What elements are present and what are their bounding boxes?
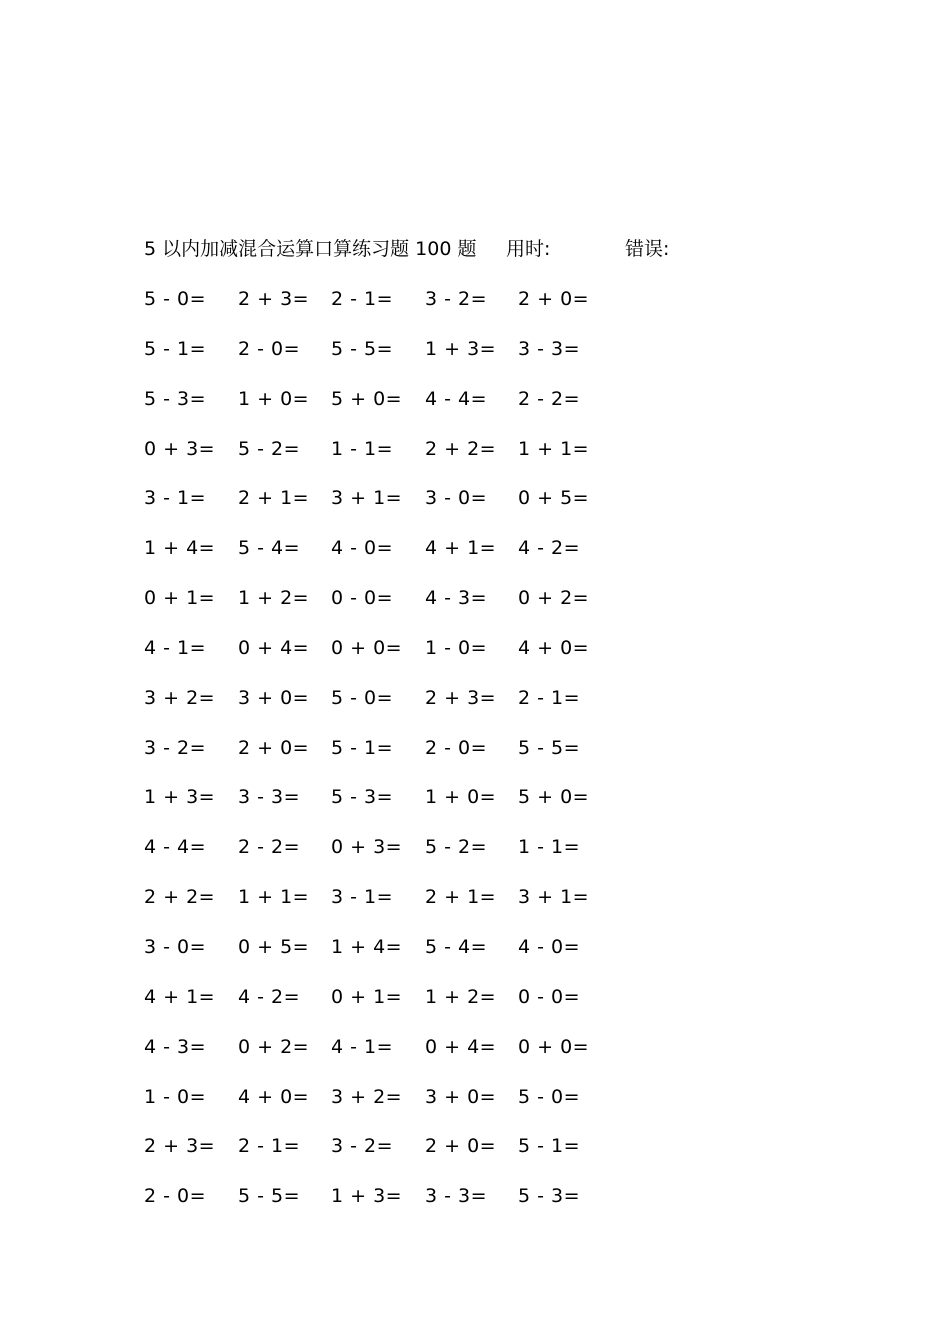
problem-item: 2 + 1=: [425, 886, 497, 909]
problem-item: 3 - 2=: [425, 288, 488, 310]
problem-item: 2 - 2=: [238, 836, 301, 859]
problem-item: 1 - 0=: [425, 636, 488, 659]
problem-item: 1 + 3=: [425, 337, 497, 360]
problem-item: 0 + 3=: [144, 437, 216, 460]
problem-item: 2 - 2=: [518, 387, 581, 410]
problem-item: 4 - 1=: [331, 1035, 394, 1058]
problem-item: 2 + 0=: [518, 288, 590, 310]
problem-row: [144, 932, 614, 982]
problem-item: 2 - 0=: [238, 337, 301, 360]
problem-row: [144, 583, 614, 633]
problem-item: 3 - 3=: [425, 1185, 488, 1208]
problem-item: 5 - 1=: [518, 1135, 581, 1158]
problem-item: 1 + 3=: [331, 1185, 403, 1208]
problem-item: 3 - 0=: [144, 935, 207, 958]
problem-item: 0 + 3=: [331, 836, 403, 859]
problem-item: 4 - 2=: [518, 537, 581, 560]
problem-row: [144, 633, 614, 683]
problem-item: 3 - 1=: [331, 886, 394, 909]
problem-item: 4 - 4=: [144, 836, 207, 859]
problem-item: 1 - 1=: [518, 836, 581, 859]
problem-item: 3 - 1=: [144, 487, 207, 510]
problem-item: 0 + 2=: [238, 1035, 310, 1058]
problem-item: 3 - 0=: [425, 487, 488, 510]
problem-item: 2 - 0=: [425, 736, 488, 759]
problem-item: 4 + 1=: [144, 985, 216, 1008]
problem-item: 0 + 4=: [238, 636, 310, 659]
problem-item: 3 + 0=: [425, 1085, 497, 1108]
problem-item: 1 + 1=: [518, 437, 590, 460]
problem-item: 0 + 0=: [331, 636, 403, 659]
problem-item: 2 + 3=: [425, 686, 497, 709]
problem-item: 5 - 1=: [144, 337, 207, 360]
problem-item: 5 - 2=: [238, 437, 301, 460]
problem-item: 3 + 2=: [331, 1085, 403, 1108]
problem-item: 2 + 3=: [144, 1135, 216, 1158]
problem-item: 5 - 0=: [518, 1085, 581, 1108]
problem-item: 2 - 1=: [331, 288, 394, 310]
problem-item: 1 + 4=: [144, 537, 216, 560]
problem-item: 3 + 0=: [238, 686, 310, 709]
problem-item: 1 + 3=: [144, 786, 216, 809]
problem-row: [144, 334, 614, 384]
problem-item: 1 + 1=: [238, 886, 310, 909]
time-used-label: 用时:: [506, 238, 551, 260]
problem-item: 0 - 0=: [518, 985, 581, 1008]
problem-item: 1 + 2=: [238, 587, 310, 610]
problem-item: 3 - 3=: [238, 786, 301, 809]
problem-row: [144, 683, 614, 733]
problem-item: 3 + 2=: [144, 686, 216, 709]
problem-row: [144, 533, 614, 583]
problem-item: 5 + 0=: [518, 786, 590, 809]
problem-item: 0 + 1=: [331, 985, 403, 1008]
problem-row: [144, 733, 614, 783]
problem-item: 1 + 0=: [238, 387, 310, 410]
problem-item: 4 + 0=: [238, 1085, 310, 1108]
problem-row: [144, 384, 614, 434]
problem-item: 1 + 0=: [425, 786, 497, 809]
problem-item: 2 + 3=: [238, 288, 310, 310]
problem-item: 4 - 3=: [144, 1035, 207, 1058]
problem-row: [144, 434, 614, 484]
problem-row: [144, 982, 614, 1032]
problem-item: 2 + 2=: [425, 437, 497, 460]
problem-item: 5 - 2=: [425, 836, 488, 859]
problem-item: 2 + 1=: [238, 487, 310, 510]
problem-item: 1 - 0=: [144, 1085, 207, 1108]
problem-item: 1 + 4=: [331, 935, 403, 958]
problem-item: 5 - 5=: [238, 1185, 301, 1208]
problem-grid: [144, 284, 614, 1231]
problem-item: 0 + 4=: [425, 1035, 497, 1058]
problem-item: 2 + 0=: [238, 736, 310, 759]
problem-item: 5 - 1=: [331, 736, 394, 759]
problem-item: 5 - 5=: [331, 337, 394, 360]
problem-item: 5 + 0=: [331, 387, 403, 410]
problem-item: 0 + 1=: [144, 587, 216, 610]
problem-item: 2 - 1=: [238, 1135, 301, 1158]
problem-row: [144, 284, 614, 334]
problem-item: 4 - 2=: [238, 985, 301, 1008]
problem-item: 2 + 0=: [425, 1135, 497, 1158]
problem-item: 1 + 2=: [425, 985, 497, 1008]
problem-row: [144, 782, 614, 832]
worksheet-header: [144, 234, 784, 264]
problem-item: 3 - 2=: [331, 1135, 394, 1158]
problem-item: 0 + 0=: [518, 1035, 590, 1058]
problem-item: 0 - 0=: [331, 587, 394, 610]
worksheet-title: 5 以内加减混合运算口算练习题 100 题: [144, 238, 477, 260]
problem-item: 3 - 3=: [518, 337, 581, 360]
problem-item: 5 - 3=: [518, 1185, 581, 1208]
problem-row: [144, 483, 614, 533]
problem-row: [144, 1082, 614, 1132]
problem-item: 0 + 5=: [518, 487, 590, 510]
problem-row: [144, 832, 614, 882]
problem-item: 3 + 1=: [331, 487, 403, 510]
problem-item: 0 + 5=: [238, 935, 310, 958]
problem-item: 3 - 2=: [144, 736, 207, 759]
problem-item: 5 - 4=: [425, 935, 488, 958]
problem-item: 3 + 1=: [518, 886, 590, 909]
problem-item: 4 - 0=: [331, 537, 394, 560]
problem-item: 4 - 1=: [144, 636, 207, 659]
problem-row: [144, 1032, 614, 1082]
problem-row: [144, 882, 614, 932]
problem-row: [144, 1181, 614, 1231]
problem-item: 5 - 0=: [331, 686, 394, 709]
problem-item: 4 - 0=: [518, 935, 581, 958]
problem-row: [144, 1131, 614, 1181]
problem-item: 5 - 4=: [238, 537, 301, 560]
problem-item: 4 + 0=: [518, 636, 590, 659]
problem-item: 2 - 1=: [518, 686, 581, 709]
problem-item: 5 - 0=: [144, 288, 207, 310]
errors-label: 错误:: [625, 238, 670, 260]
problem-item: 4 - 3=: [425, 587, 488, 610]
problem-item: 4 - 4=: [425, 387, 488, 410]
problem-item: 0 + 2=: [518, 587, 590, 610]
problem-item: 4 + 1=: [425, 537, 497, 560]
problem-item: 2 - 0=: [144, 1185, 207, 1208]
problem-item: 1 - 1=: [331, 437, 394, 460]
problem-item: 5 - 5=: [518, 736, 581, 759]
problem-item: 5 - 3=: [331, 786, 394, 809]
problem-item: 2 + 2=: [144, 886, 216, 909]
problem-item: 5 - 3=: [144, 387, 207, 410]
